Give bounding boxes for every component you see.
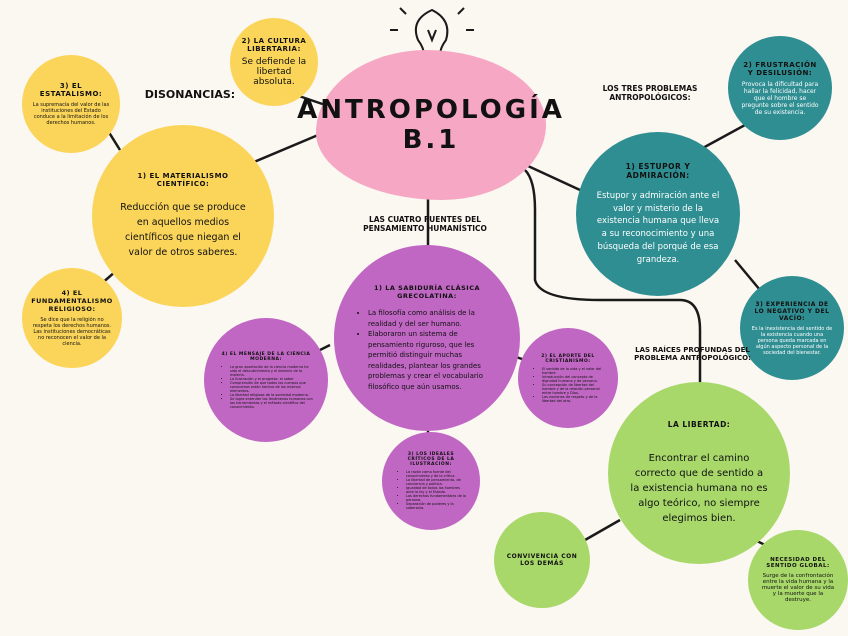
cultura-title: 2) LA CULTURA LIBERTARIA: xyxy=(241,37,307,53)
cristiano-title: 2) EL APORTE DEL CRISTIANISMO: xyxy=(541,353,595,364)
cristiano-bullet: • Su concepción de libertad del hombre y de la relación personal entre hombre y Dios. xyxy=(542,383,606,395)
libertad-text: Encontrar el camino correcto que de sentido a la existencia humana no es algo teórico, no siempre elegimos bien. xyxy=(630,453,768,524)
fundamentalismo-text: Se dice que la religión no respeta los derechos humanos. Las instituciones democráticas no reconocen el valor de la ciencia. xyxy=(32,317,112,347)
sentido-title: NECESIDAD DEL SENTIDO GLOBAL: xyxy=(766,557,830,569)
ilustracion-node xyxy=(382,432,480,530)
sabiduria-bullet: • Elaboraron un sistema de pensamiento riguroso, que les permitió distinguir muchas realidades, plantear los grandes problemas y crear el vocabulario filosófico que aún usamos. xyxy=(368,329,498,392)
estupor-node xyxy=(576,132,740,296)
cristiano-bullet: • Las nociones de respeto y de la libertad del otro. xyxy=(542,395,606,403)
fundamentalismo-title: 4) EL FUNDAMENTALISMO RELIGIOSO: xyxy=(31,289,113,313)
estatalismo-node xyxy=(22,55,120,153)
ilustracion-bullet: • La libertad de pensamiento, de conciencia y política. xyxy=(406,478,468,486)
ciencia-node xyxy=(204,318,328,442)
ilustracion-bullets xyxy=(394,470,468,510)
ilustracion-bullet: • Los derechos fundamentales de la persona. xyxy=(406,494,468,502)
ciencia-bullet: • Comprensión de que todos los cuerpos que conocemos están hechos de los mismos elementos. xyxy=(230,381,314,393)
ciencia-bullets xyxy=(218,365,314,409)
cultura-text: Se defiende la libertad absoluta. xyxy=(241,57,307,87)
sabiduria-bullet: • La filosofía como análisis de la realidad y del ser humano. xyxy=(368,308,498,329)
raices-heading: LAS RAÍCES PROFUNDAS DEL PROBLEMA ANTROPOLÓGICO: xyxy=(634,346,751,362)
fundamentalismo-node xyxy=(22,268,122,368)
sabiduria-bullets xyxy=(356,308,498,392)
materialismo-text: Reducción que se produce en aquellos medios científicos que niegan el valor de otros saberes. xyxy=(120,201,246,259)
center-title-node xyxy=(297,50,565,200)
fuentes-heading: LAS CUATRO FUENTES DEL PENSAMIENTO HUMANÍSTICO xyxy=(363,215,487,233)
ciencia-bullet: • La gran aportación de la ciencia moderna ha sido el descubrimiento y el dominio de la materia. xyxy=(230,365,314,377)
vacio-title: 3) EXPERIENCIA DE LO NEGATIVO Y DEL VACÍO: xyxy=(754,300,830,322)
materialismo-title: 1) EL MATERIALISMO CIENTÍFICO: xyxy=(137,171,229,188)
tres-problemas-heading: LOS TRES PROBLEMAS ANTROPOLÓGICOS: xyxy=(602,84,698,102)
cristiano-bullet: • Introducción del concepto de dignidad humana y de persona. xyxy=(542,375,606,383)
vacio-text: Es la inexistencia del sentido de la existencia cuando una persona queda marcada en algún aspecto personal de la sociedad del bienestar. xyxy=(751,325,833,356)
frustracion-node xyxy=(728,36,832,140)
ilustracion-bullet: • Igualdad de todos los hombres ante la ley y el Estado. xyxy=(406,486,468,494)
estatalismo-text: La supremacía del valor de las instituciones del Estado conduce a la limitación de los derechos humanos. xyxy=(32,102,110,126)
libertad-title: LA LIBERTAD: xyxy=(667,420,731,429)
ciencia-bullet: • La libertad religiosa de la sociedad moderna. xyxy=(230,393,314,397)
vacio-node xyxy=(740,276,844,380)
estatalismo-title: 3) EL ESTATALISMO: xyxy=(39,82,103,98)
ilustracion-bullet: • La razón como fuente del conocimiento y de la crítica. xyxy=(406,470,468,478)
center-title-line1: ANTROPOLOGÍA xyxy=(297,95,565,125)
connector-line xyxy=(735,260,760,290)
center-title-line2: B.1 xyxy=(402,125,460,155)
cristiano-node xyxy=(518,328,618,428)
sabiduria-node xyxy=(334,245,520,431)
ciencia-title: 4) EL MENSAJE DE LA CIENCIA MODERNA: xyxy=(221,351,311,362)
cristiano-bullets xyxy=(530,367,606,403)
convivencia-node xyxy=(494,512,590,608)
sabiduria-title: 1) LA SABIDURÍA CLÁSICA GRECOLATINA: xyxy=(373,284,480,300)
disonancias-heading: DISONANCIAS: xyxy=(144,88,236,101)
sentido-text: Surge de la confrontación entre la vida humana y la muerte el valor de su vida y la muerte que la destruye. xyxy=(761,573,835,603)
libertad-node xyxy=(608,382,790,564)
estupor-text: Estupor y admiración ante el valor y misterio de la existencia humana que lleva a su reconocimiento y una búsqueda del porqué de esa grandeza. xyxy=(596,190,720,265)
estupor-title: 1) ESTUPOR Y ADMIRACIÓN: xyxy=(625,161,691,180)
frustracion-text: Provoca la dificultad para hallar la felicidad, hacer que el hombre se pregunte sobre el sentido de su existencia. xyxy=(741,80,819,116)
ilustracion-title: 3) LOS IDEALES CRÍTICOS DE LA ILUSTRACIÓN: xyxy=(407,452,455,467)
cristiano-bullet: • El sentido de la vida y el valor del hombre. xyxy=(542,367,606,375)
sentido-node xyxy=(748,530,848,630)
ciencia-bullet: • La Ilustración y el progreso: el saber xyxy=(230,377,314,381)
ciencia-bullet: • Se logra entender los fenómenos humanos con las herramientas y el método científico del conocimiento. xyxy=(230,397,314,409)
cultura-node xyxy=(230,18,318,106)
materialismo-node xyxy=(92,125,274,307)
connector-line xyxy=(585,520,620,540)
convivencia-title: CONVIVENCIA CON LOS DEMÁS xyxy=(506,553,578,567)
frustracion-title: 2) FRUSTRACIÓN Y DESILUSIÓN: xyxy=(743,60,817,77)
ilustracion-bullet: • Separación de poderes y la soberanía. xyxy=(406,502,468,510)
